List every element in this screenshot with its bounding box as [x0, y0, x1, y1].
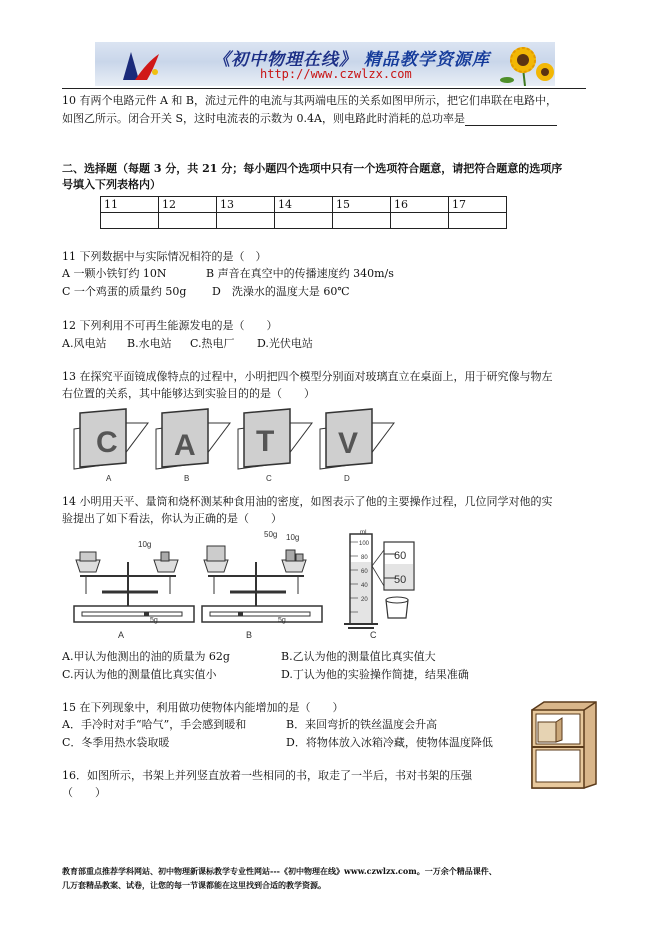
answer-table-num: 14: [275, 197, 333, 213]
q14-option-d: D.丁认为他的实验操作简捷，结果准确: [281, 668, 469, 681]
answer-table-num: 13: [217, 197, 275, 213]
logo-right-mark: [135, 54, 159, 80]
q14-a-weight: 10g: [138, 540, 152, 549]
q15-stem: 15 在下列现象中，利用做功使物体内能增加的是（ ）: [62, 701, 344, 714]
q13-model-b-caption: B: [184, 474, 190, 483]
q14-option-a: A.甲认为他测出的油的质量为 62g: [62, 650, 230, 663]
banner-title-part2: 精品教学资源库: [363, 50, 490, 70]
answer-table-num: 16: [391, 197, 449, 213]
q13-model-d-letter: V: [338, 427, 359, 460]
q10-line1: 10 有两个电路元件 A 和 B，流过元件的电流与其两端电压的关系如图甲所示，把它们串联在电路中，: [62, 94, 558, 107]
q14-b-weight1: 50g: [264, 530, 278, 539]
q14-c-scale-20: 20: [361, 597, 368, 603]
q11-option-b: B 声音在真空中的传播速度约 340m/s: [206, 267, 394, 280]
q15-option-a: A．手冷时对手“哈气”，手会感到暖和: [62, 718, 247, 731]
q14-line1: 14 小明用天平、量筒和烧杯测某种食用油的密度，如图表示了他的主要操作过程，几位同学对他的实: [62, 495, 553, 508]
q14-b-weight2: 10g: [286, 533, 300, 542]
q14-c-caption: C: [370, 630, 377, 640]
logo-left-mark: [123, 52, 139, 80]
q11-option-a: A 一颗小铁钉约 10N: [62, 267, 167, 280]
q14-c-unit: mL: [360, 530, 369, 536]
q14-figure: [62, 528, 482, 643]
q10-line2-text: 如图乙所示。闭合开关 S，这时电流表的示数为 0.4A，则电路此时消耗的总功率是: [62, 112, 465, 125]
answer-table-num: 15: [333, 197, 391, 213]
q14-b-caption: B: [246, 630, 253, 640]
q14-a-caption: A: [118, 630, 125, 640]
q14-c-scale-80: 80: [361, 555, 368, 561]
answer-table-num: 12: [159, 197, 217, 213]
q13-model-d: [320, 409, 394, 483]
q13-model-d-caption: D: [344, 474, 350, 483]
q14-c-scale-60: 60: [361, 569, 368, 575]
section2-heading-line1: 二、选择题（每题 3 分，共 21 分；每小题四个选项中只有一个选项符合题意，请把符合题意的选项序: [62, 162, 563, 175]
q13-line2: 右位置的关系，其中能够达到实验目的的是（ ）: [62, 387, 315, 400]
bookshelf-image: [526, 700, 602, 790]
q13-model-a-letter: C: [96, 426, 118, 459]
q16-line2: （ ）: [62, 786, 106, 799]
q13-model-a: [74, 409, 148, 483]
q13-model-a-caption: A: [106, 474, 112, 483]
footer-line1: 教育部重点推荐学科网站、初中物理新课标教学专业性网站---《初中物理在线》www.czwlzx.com。一万余个精品课件、: [62, 866, 497, 876]
banner-url[interactable]: http://www.czwlzx.com: [260, 67, 412, 81]
q11-option-d: D 洗澡水的温度大是 60℃: [212, 285, 350, 298]
answer-cell[interactable]: [275, 213, 333, 229]
banner-title-part1: 《初中物理在线》: [213, 50, 357, 70]
answer-cell[interactable]: [449, 213, 507, 229]
q13-model-b: [156, 409, 230, 483]
header-banner: [95, 42, 555, 86]
q14-a-scale-mark: 5g: [150, 617, 158, 624]
q16-line1: 16．如图所示，书架上并列竖直放着一些相同的书，取走了一半后，书对书架的压强: [62, 769, 472, 782]
q15-option-d: D．将物体放入冰箱冷藏，使物体温度降低: [286, 736, 493, 749]
q10-answer-blank[interactable]: [465, 114, 557, 126]
q14-b-scale-mark: 5g: [278, 617, 286, 624]
q12-option-a: A.风电站: [62, 337, 107, 350]
q14-balance-a: [74, 540, 194, 640]
q14-c-zoom-lower: 50: [394, 574, 407, 586]
q13-model-c-letter: T: [256, 425, 275, 458]
q14-c-scale-100: 100: [359, 541, 370, 547]
answer-cell[interactable]: [391, 213, 449, 229]
q12-stem: 12 下列利用不可再生能源发电的是（ ）: [62, 319, 278, 332]
q11-stem: 11 下列数据中与实际情况相符的是（ ）: [62, 250, 267, 263]
q10-line2: [62, 112, 557, 126]
q12-option-b: B.水电站: [127, 337, 172, 350]
sunflower-decoration: [500, 47, 554, 86]
answer-cell[interactable]: [333, 213, 391, 229]
q13-model-c: [238, 409, 312, 483]
q14-option-b: B.乙认为他的测量值比真实值大: [281, 650, 436, 663]
q14-option-c: C.丙认为他的测量值比真实值小: [62, 668, 217, 681]
header-divider: [62, 88, 586, 89]
q13-model-c-caption: C: [266, 474, 272, 483]
q14-cylinder-c: [344, 530, 414, 640]
answer-cell[interactable]: [159, 213, 217, 229]
q13-models-figure: [66, 405, 396, 485]
q13-line1: 13 在探究平面镜成像特点的过程中，小明把四个模型分别面对玻璃直立在桌面上，用于研究像与物左: [62, 370, 553, 383]
answer-table-num: 17: [449, 197, 507, 213]
q15-option-b: B．来回弯折的铁丝温度会升高: [286, 718, 438, 731]
q14-line2: 验提出了如下看法，你认为正确的是（ ）: [62, 512, 282, 525]
q11-option-c: C 一个鸡蛋的质量约 50g: [62, 285, 187, 298]
answer-table-number-row: [101, 197, 507, 213]
q14-c-zoom-upper: 60: [394, 550, 407, 562]
answer-table-num: 11: [101, 197, 159, 213]
answer-cell[interactable]: [101, 213, 159, 229]
q15-option-c: C．冬季用热水袋取暖: [62, 736, 170, 749]
answer-table-answer-row: [101, 213, 507, 229]
footer-line2: 几万套精品教案、试卷，让您的每一节课都能在这里找到合适的教学资源。: [62, 880, 326, 890]
q14-c-scale-40: 40: [361, 583, 368, 589]
q13-model-b-letter: A: [174, 429, 196, 462]
answer-table: [100, 196, 507, 229]
q12-option-d: D.光伏电站: [257, 337, 313, 350]
answer-cell[interactable]: [217, 213, 275, 229]
q14-balance-b: [202, 530, 322, 640]
q12-option-c: C.热电厂: [190, 337, 235, 350]
section2-heading-line2: 号填入下列表格内）: [62, 178, 161, 191]
